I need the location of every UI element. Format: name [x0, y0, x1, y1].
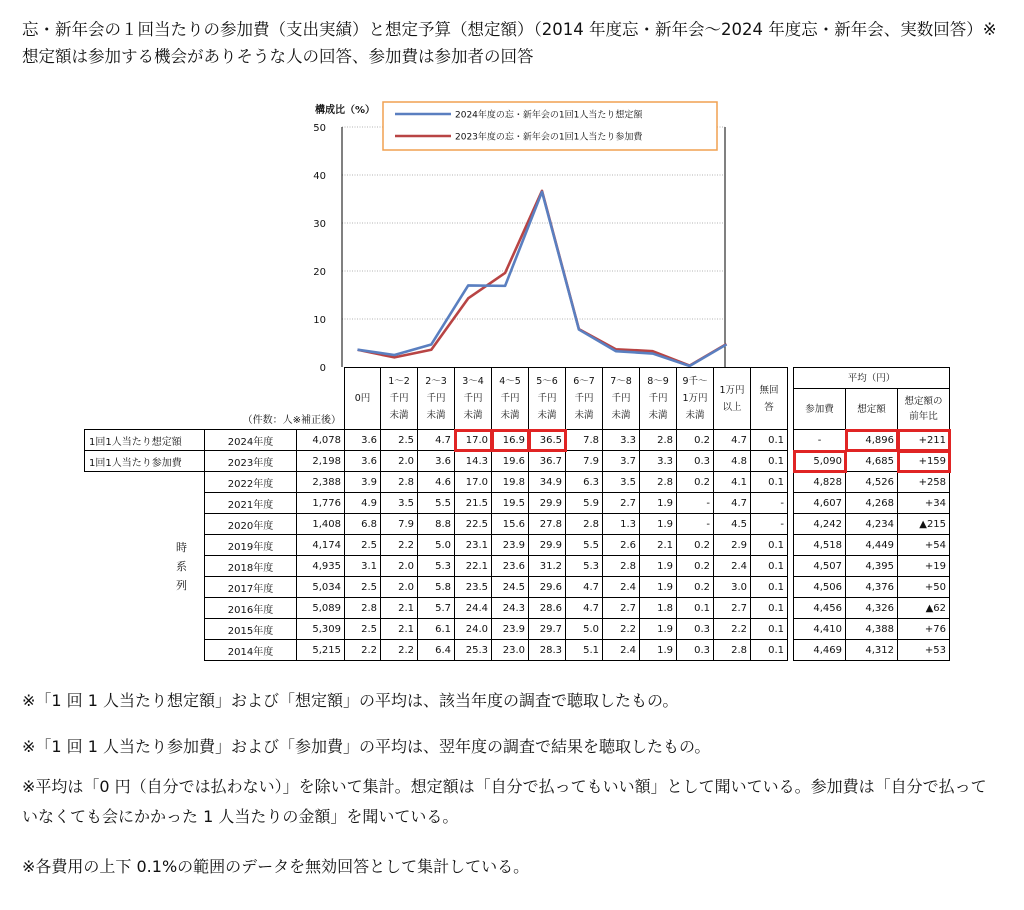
legend-label: 2024年度の忘・新年会の1回1人当たり想定額: [455, 110, 643, 121]
column-header: [566, 368, 603, 430]
row-count: 4,174: [297, 535, 345, 556]
table-cell: 2.1: [381, 619, 418, 640]
column-header-line: 1万円: [682, 393, 708, 404]
average-cell: 4,526: [846, 472, 898, 493]
table-cell: 0.1: [751, 430, 788, 451]
table-cell: 3.7: [603, 451, 640, 472]
column-header: [677, 368, 714, 430]
table-cell: 0.2: [677, 472, 714, 493]
column-header-line: 7〜8: [610, 376, 632, 387]
table-cell: 28.3: [529, 640, 566, 661]
row-year: 2014年度: [205, 640, 297, 661]
table-cell: 3.5: [603, 472, 640, 493]
table-cell: 0.2: [677, 535, 714, 556]
column-header-line: 0円: [354, 393, 371, 404]
table-cell: 21.5: [455, 493, 492, 514]
average-column-header: 参加費: [794, 389, 846, 430]
row-year: 2015年度: [205, 619, 297, 640]
table-cell: 2.2: [345, 640, 381, 661]
table-cell: 2.8: [714, 640, 751, 661]
table-cell: 1.9: [640, 514, 677, 535]
average-cell: 4,388: [846, 619, 898, 640]
column-header: [455, 368, 492, 430]
column-header: [492, 368, 529, 430]
table-cell: 2.4: [603, 577, 640, 598]
table-cell: 28.6: [529, 598, 566, 619]
table-cell: 0.1: [751, 619, 788, 640]
average-header: 平均（円）: [794, 368, 950, 389]
line-chart: [0, 0, 1024, 380]
column-header-line: 千円: [389, 393, 409, 404]
table-cell: 2.2: [603, 619, 640, 640]
footnote-3: ※平均は「0 円（自分では払わない）」を除いて集計。想定額は「自分で払ってもいい額」として聞いている。参加費は「自分で払っていなくても会にかかった 1 人当たりの金額」を聞いている。: [22, 777, 987, 826]
average-cell: +159: [898, 451, 950, 472]
table-cell: 0.3: [677, 451, 714, 472]
table-cell: 22.1: [455, 556, 492, 577]
footnote-4: ※各費用の上下 0.1%の範囲のデータを無効回答として集計している。: [22, 857, 530, 876]
column-header: [640, 368, 677, 430]
column-header-line: 未満: [685, 410, 705, 421]
table-cell: 3.1: [345, 556, 381, 577]
table-cell: 2.9: [714, 535, 751, 556]
table-cell: 0.2: [677, 430, 714, 451]
table-cell: 5.3: [418, 556, 455, 577]
row-count: 5,309: [297, 619, 345, 640]
column-header: [751, 368, 788, 430]
table-cell: 5.3: [566, 556, 603, 577]
table-row: [85, 598, 950, 619]
average-cell: 4,449: [846, 535, 898, 556]
table-cell: 2.4: [714, 556, 751, 577]
table-cell: 2.5: [345, 577, 381, 598]
table-cell: 36.5: [529, 430, 566, 451]
table-cell: 15.6: [492, 514, 529, 535]
column-header-line: 1〜2: [388, 376, 410, 387]
table-row: [85, 493, 950, 514]
table-cell: 0.3: [677, 640, 714, 661]
page-title: 忘・新年会の１回当たりの参加費（支出実績）と想定予算（想定額）（2014 年度忘・新年会〜2024 年度忘・新年会、実数回答）※想定額は参加する機会がありそうな人の回答、参加費は参加者の回答: [22, 20, 997, 66]
column-header: [418, 368, 455, 430]
average-cell: 4,242: [794, 514, 846, 535]
y-tick-label: 50: [313, 123, 326, 134]
average-cell: 4,234: [846, 514, 898, 535]
average-cell: +50: [898, 577, 950, 598]
column-header-line: 無回: [759, 384, 779, 396]
y-tick-label: 10: [313, 315, 326, 326]
average-cell: +258: [898, 472, 950, 493]
table-cell: 29.9: [529, 493, 566, 514]
table-cell: 1.3: [603, 514, 640, 535]
table-cell: 19.6: [492, 451, 529, 472]
table-cell: 23.9: [492, 619, 529, 640]
table-row: [85, 472, 950, 493]
average-cell: +53: [898, 640, 950, 661]
average-cell: 4,828: [794, 472, 846, 493]
table-cell: 1.9: [640, 577, 677, 598]
table-cell: 4.7: [418, 430, 455, 451]
table-cell: 24.3: [492, 598, 529, 619]
table-cell: 5.9: [566, 493, 603, 514]
average-cell: 4,685: [846, 451, 898, 472]
row-year: 2016年度: [205, 598, 297, 619]
column-header-line: 答: [764, 401, 774, 413]
table-cell: 24.0: [455, 619, 492, 640]
table-cell: 3.6: [345, 451, 381, 472]
column-header: [714, 368, 751, 430]
table-cell: 6.3: [566, 472, 603, 493]
row-count: 5,089: [297, 598, 345, 619]
table-cell: 0.1: [751, 640, 788, 661]
table-cell: 2.1: [640, 535, 677, 556]
average-cell: 4,268: [846, 493, 898, 514]
table-cell: 5.0: [566, 619, 603, 640]
footnote-1: ※「1 回 1 人当たり想定額」および「想定額」の平均は、該当年度の調査で聴取したもの。: [22, 691, 679, 710]
table-row: [85, 556, 950, 577]
table-cell: 4.5: [714, 514, 751, 535]
average-cell: 4,326: [846, 598, 898, 619]
timeseries-label-text: 時系列: [176, 540, 187, 592]
table-cell: -: [751, 493, 788, 514]
table-row: [85, 640, 950, 661]
table-cell: 25.3: [455, 640, 492, 661]
average-cell: 4,312: [846, 640, 898, 661]
table-cell: 0.1: [751, 451, 788, 472]
table-cell: 34.9: [529, 472, 566, 493]
column-header-line: 未満: [463, 410, 483, 421]
table-cell: 0.1: [751, 556, 788, 577]
table-row: [85, 535, 950, 556]
column-header-line: 5〜6: [536, 376, 558, 387]
table-cell: 5.8: [418, 577, 455, 598]
table-cell: 1.8: [640, 598, 677, 619]
table-cell: 2.7: [714, 598, 751, 619]
average-cell: 4,469: [794, 640, 846, 661]
column-header-line: 9千〜: [682, 376, 708, 387]
table-row: [85, 514, 950, 535]
column-header: [345, 368, 381, 430]
table-cell: 1.9: [640, 556, 677, 577]
row-year: 2018年度: [205, 556, 297, 577]
column-header-line: 6〜7: [573, 376, 595, 387]
table-cell: 17.0: [455, 430, 492, 451]
average-column-header: [898, 389, 950, 430]
column-header: [603, 368, 640, 430]
table-cell: 5.7: [418, 598, 455, 619]
row-count: 4,935: [297, 556, 345, 577]
table-cell: 0.1: [751, 598, 788, 619]
table-cell: 3.6: [418, 451, 455, 472]
table-row: [85, 430, 950, 451]
table-cell: 3.3: [640, 451, 677, 472]
average-cell: +211: [898, 430, 950, 451]
column-header-line: 未満: [500, 410, 520, 421]
average-cell: 4,896: [846, 430, 898, 451]
table-cell: 4.6: [418, 472, 455, 493]
column-header-line: 千円: [426, 393, 446, 404]
series-line-1: [358, 191, 727, 366]
average-cell: +54: [898, 535, 950, 556]
column-header-line: 未満: [648, 410, 668, 421]
table-cell: 3.9: [345, 472, 381, 493]
legend-box: [383, 102, 717, 150]
table-cell: 3.5: [381, 493, 418, 514]
table-cell: 3.6: [345, 430, 381, 451]
average-cell: 4,507: [794, 556, 846, 577]
table-cell: 23.0: [492, 640, 529, 661]
table-cell: 23.6: [492, 556, 529, 577]
column-header-line: 千円: [500, 393, 520, 404]
table-cell: 0.1: [677, 598, 714, 619]
table-cell: 27.8: [529, 514, 566, 535]
table-cell: 2.5: [381, 430, 418, 451]
table-cell: 2.8: [345, 598, 381, 619]
column-header-line: 未満: [537, 410, 557, 421]
average-cell: +76: [898, 619, 950, 640]
row-count: 5,034: [297, 577, 345, 598]
table-cell: 0.1: [751, 577, 788, 598]
row-count: 1,776: [297, 493, 345, 514]
row-year: 2024年度: [205, 430, 297, 451]
column-header-line: 千円: [537, 393, 557, 404]
table-cell: 6.4: [418, 640, 455, 661]
table-cell: 4.7: [566, 577, 603, 598]
table-cell: 29.9: [529, 535, 566, 556]
table-cell: 2.8: [566, 514, 603, 535]
table-cell: 5.5: [418, 493, 455, 514]
average-column-header-text: 想定額の前年比: [904, 396, 943, 422]
table-cell: 2.8: [640, 430, 677, 451]
average-cell: ▲215: [898, 514, 950, 535]
column-header-line: 未満: [389, 410, 409, 421]
column-header-line: 千円: [648, 393, 668, 404]
table-cell: 7.8: [566, 430, 603, 451]
row-year: 2022年度: [205, 472, 297, 493]
table-cell: 1.9: [640, 493, 677, 514]
table-cell: 23.1: [455, 535, 492, 556]
y-tick-label: 0: [319, 363, 326, 374]
table-cell: 2.0: [381, 577, 418, 598]
table-cell: 7.9: [566, 451, 603, 472]
row-count: 2,388: [297, 472, 345, 493]
table-cell: 5.0: [418, 535, 455, 556]
column-header-line: 以上: [722, 401, 742, 413]
table-cell: 0.2: [677, 556, 714, 577]
table-cell: 4.8: [714, 451, 751, 472]
average-cell: 4,518: [794, 535, 846, 556]
row-year: 2019年度: [205, 535, 297, 556]
y-axis-label: 構成比（%）: [315, 105, 376, 116]
column-header-line: 8〜9: [647, 376, 669, 387]
column-header-line: 未満: [574, 410, 594, 421]
data-table: [84, 367, 950, 661]
table-cell: 17.0: [455, 472, 492, 493]
table-cell: 0.2: [677, 577, 714, 598]
average-cell: -: [794, 430, 846, 451]
average-cell: +19: [898, 556, 950, 577]
table-cell: 4.7: [566, 598, 603, 619]
table-cell: 2.8: [381, 472, 418, 493]
average-cell: 4,410: [794, 619, 846, 640]
row-count: 2,198: [297, 451, 345, 472]
row-year: 2021年度: [205, 493, 297, 514]
table-cell: 2.8: [603, 556, 640, 577]
average-cell: ▲62: [898, 598, 950, 619]
table-cell: 8.8: [418, 514, 455, 535]
table-cell: 2.4: [603, 640, 640, 661]
table-cell: 2.2: [381, 640, 418, 661]
row-count: 4,078: [297, 430, 345, 451]
table-cell: 2.8: [640, 472, 677, 493]
average-cell: 4,456: [794, 598, 846, 619]
table-cell: 29.6: [529, 577, 566, 598]
average-cell: 4,395: [846, 556, 898, 577]
y-tick-label: 40: [313, 171, 326, 182]
table-cell: 19.8: [492, 472, 529, 493]
row-label: 1回1人当たり想定額: [85, 430, 205, 451]
table-cell: 5.1: [566, 640, 603, 661]
row-count: 1,408: [297, 514, 345, 535]
table-cell: 31.2: [529, 556, 566, 577]
table-cell: 36.7: [529, 451, 566, 472]
table-cell: 4.7: [714, 430, 751, 451]
table-cell: 16.9: [492, 430, 529, 451]
table-cell: 4.1: [714, 472, 751, 493]
table-cell: 2.6: [603, 535, 640, 556]
column-header-line: 1万円: [719, 384, 745, 396]
row-year: 2023年度: [205, 451, 297, 472]
average-column-header: 想定額: [846, 389, 898, 430]
table-row: [85, 451, 950, 472]
table-cell: 14.3: [455, 451, 492, 472]
table-cell: 2.1: [381, 598, 418, 619]
table-cell: 23.9: [492, 535, 529, 556]
table-cell: 3.3: [603, 430, 640, 451]
table-cell: 4.7: [714, 493, 751, 514]
table-cell: 0.1: [751, 535, 788, 556]
table-row: [85, 577, 950, 598]
y-tick-label: 30: [313, 219, 326, 230]
table-cell: 22.5: [455, 514, 492, 535]
table-cell: 6.8: [345, 514, 381, 535]
table-cell: 19.5: [492, 493, 529, 514]
table-cell: 2.0: [381, 556, 418, 577]
table-cell: 2.5: [345, 619, 381, 640]
table-cell: -: [751, 514, 788, 535]
table-cell: -: [677, 514, 714, 535]
table-cell: 24.4: [455, 598, 492, 619]
table-cell: 23.5: [455, 577, 492, 598]
table-cell: 29.7: [529, 619, 566, 640]
table-cell: 2.7: [603, 493, 640, 514]
legend-label: 2023年度の忘・新年会の1回1人当たり参加費: [455, 132, 643, 143]
table-cell: 4.9: [345, 493, 381, 514]
footnote-2: ※「1 回 1 人当たり参加費」および「参加費」の平均は、翌年度の調査で結果を聴取したもの。: [22, 737, 711, 756]
series-line-0: [358, 192, 727, 366]
table-cell: 0.3: [677, 619, 714, 640]
table-cell: -: [677, 493, 714, 514]
row-year: 2020年度: [205, 514, 297, 535]
row-count: 5,215: [297, 640, 345, 661]
timeseries-label: [85, 472, 205, 661]
table-cell: 2.2: [381, 535, 418, 556]
unit-label-text: （件数：人※補正後）: [242, 415, 342, 426]
table-cell: 3.0: [714, 577, 751, 598]
column-header-line: 千円: [463, 393, 483, 404]
row-year: 2017年度: [205, 577, 297, 598]
average-cell: 5,090: [794, 451, 846, 472]
table-cell: 24.5: [492, 577, 529, 598]
average-cell: 4,376: [846, 577, 898, 598]
column-header-line: 3〜4: [462, 376, 484, 387]
column-header-line: 千円: [574, 393, 594, 404]
table-row: [85, 619, 950, 640]
y-tick-label: 20: [313, 267, 326, 278]
column-header: [381, 368, 418, 430]
column-header-line: 未満: [611, 410, 631, 421]
average-cell: +34: [898, 493, 950, 514]
table-cell: 2.7: [603, 598, 640, 619]
column-header-line: 2〜3: [425, 376, 447, 387]
table-cell: 2.2: [714, 619, 751, 640]
average-cell: 4,607: [794, 493, 846, 514]
table-cell: 5.5: [566, 535, 603, 556]
table-cell: 7.9: [381, 514, 418, 535]
row-label: 1回1人当たり参加費: [85, 451, 205, 472]
average-cell: 4,506: [794, 577, 846, 598]
column-header-line: 4〜5: [499, 376, 521, 387]
table-cell: 2.5: [345, 535, 381, 556]
table-cell: 6.1: [418, 619, 455, 640]
table-cell: 2.0: [381, 451, 418, 472]
column-header-line: 千円: [611, 393, 631, 404]
column-header-line: 未満: [426, 410, 446, 421]
unit-label: [85, 368, 345, 430]
table-cell: 0.1: [751, 472, 788, 493]
table-cell: 1.9: [640, 619, 677, 640]
column-header: [529, 368, 566, 430]
table-cell: 1.9: [640, 640, 677, 661]
